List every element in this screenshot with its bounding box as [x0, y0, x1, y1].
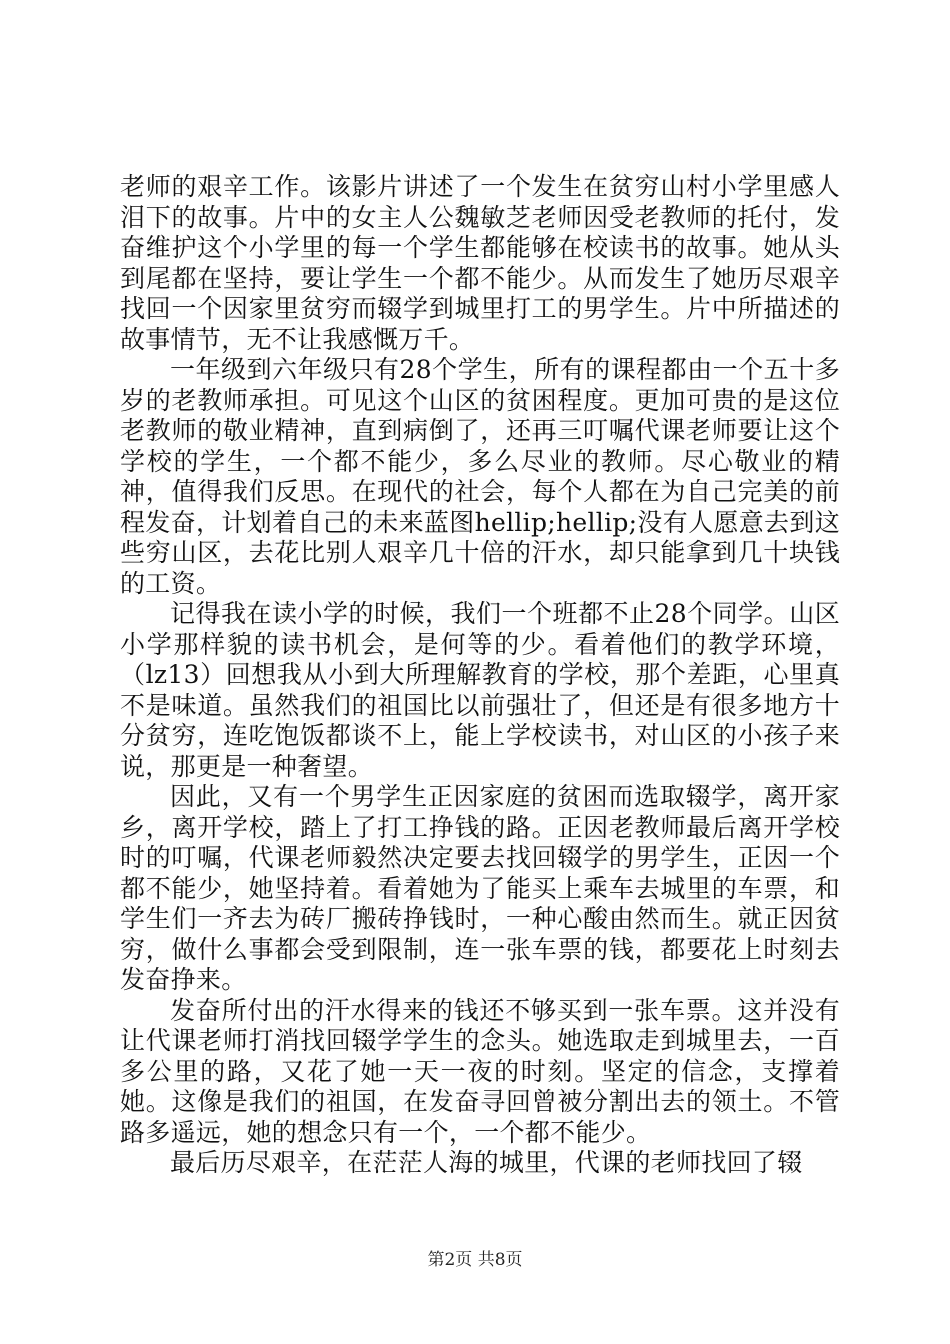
paragraph: 记得我在读小学的时候，我们一个班都不止28个同学。山区小学那样貌的读书机会，是何等的少。看着他们的教学环境，（lz13）回想我从小到大所理解教育的学校，那个差距，心里真不是味道。虽然我们的祖国比以前强壮了，但还是有很多地方十分贫穷，连吃饱饭都谈不上，能上学校读书，对山区的小孩子来说，那更是一种奢望。 — [120, 599, 840, 781]
paragraph: 最后历尽艰辛，在茫茫人海的城里，代课的老师找回了辍 — [170, 1148, 803, 1177]
body-text — [120, 172, 840, 1179]
paragraph-continuation: 老师的艰辛工作。该影片讲述了一个发生在贫穷山村小学里感人泪下的故事。片中的女主人公魏敏芝老师因受老教师的托付，发奋维护这个小学里的每一个学生都能够在校读书的故事。她从头到尾都在坚持，要让学生一个都不能少。从而发生了她历尽艰辛找回一个因家里贫穷而辍学到城里打工的男学生。片中所描述的故事情节，无不让我感慨万千。 — [120, 172, 840, 354]
paragraph: 发奋所付出的汗水得来的钱还不够买到一张车票。这并没有让代课老师打消找回辍学学生的念头。她选取走到城里去，一百多公里的路，又花了她一天一夜的时刻。坚定的信念，支撑着她。这像是我们的祖国，在发奋寻回曾被分割出去的领土。不管路多遥远，她的想念只有一个，一个都不能少。 — [120, 995, 840, 1147]
page-number-footer: 第2页 共8页 — [427, 1250, 523, 1270]
paragraph: 一年级到六年级只有28个学生，所有的课程都由一个五十多岁的老教师承担。可见这个山区的贫困程度。更加可贵的是这位老教师的敬业精神，直到病倒了，还再三叮嘱代课老师要让这个学校的学生，一个都不能少，多么尽业的教师。尽心敬业的精神，值得我们反思。在现代的社会，每个人都在为自己完美的前程发奋，计划着自己的未来蓝图hellip;hellip;没有人愿意去到这些穷山区，去花比别人艰辛几十倍的汗水，却只能拿到几十块钱的工资。 — [120, 355, 840, 598]
paragraph: 因此，又有一个男学生正因家庭的贫困而选取辍学，离开家乡，离开学校，踏上了打工挣钱的路。正因老教师最后离开学校时的叮嘱，代课老师毅然决定要去找回辍学的男学生，正因一个都不能少，她坚持着。看着她为了能买上乘车去城里的车票，和学生们一齐去为砖厂搬砖挣钱时，一种心酸由然而生。就正因贫穷，做什么事都会受到限制，连一张车票的钱，都要花上时刻去发奋挣来。 — [120, 782, 840, 994]
